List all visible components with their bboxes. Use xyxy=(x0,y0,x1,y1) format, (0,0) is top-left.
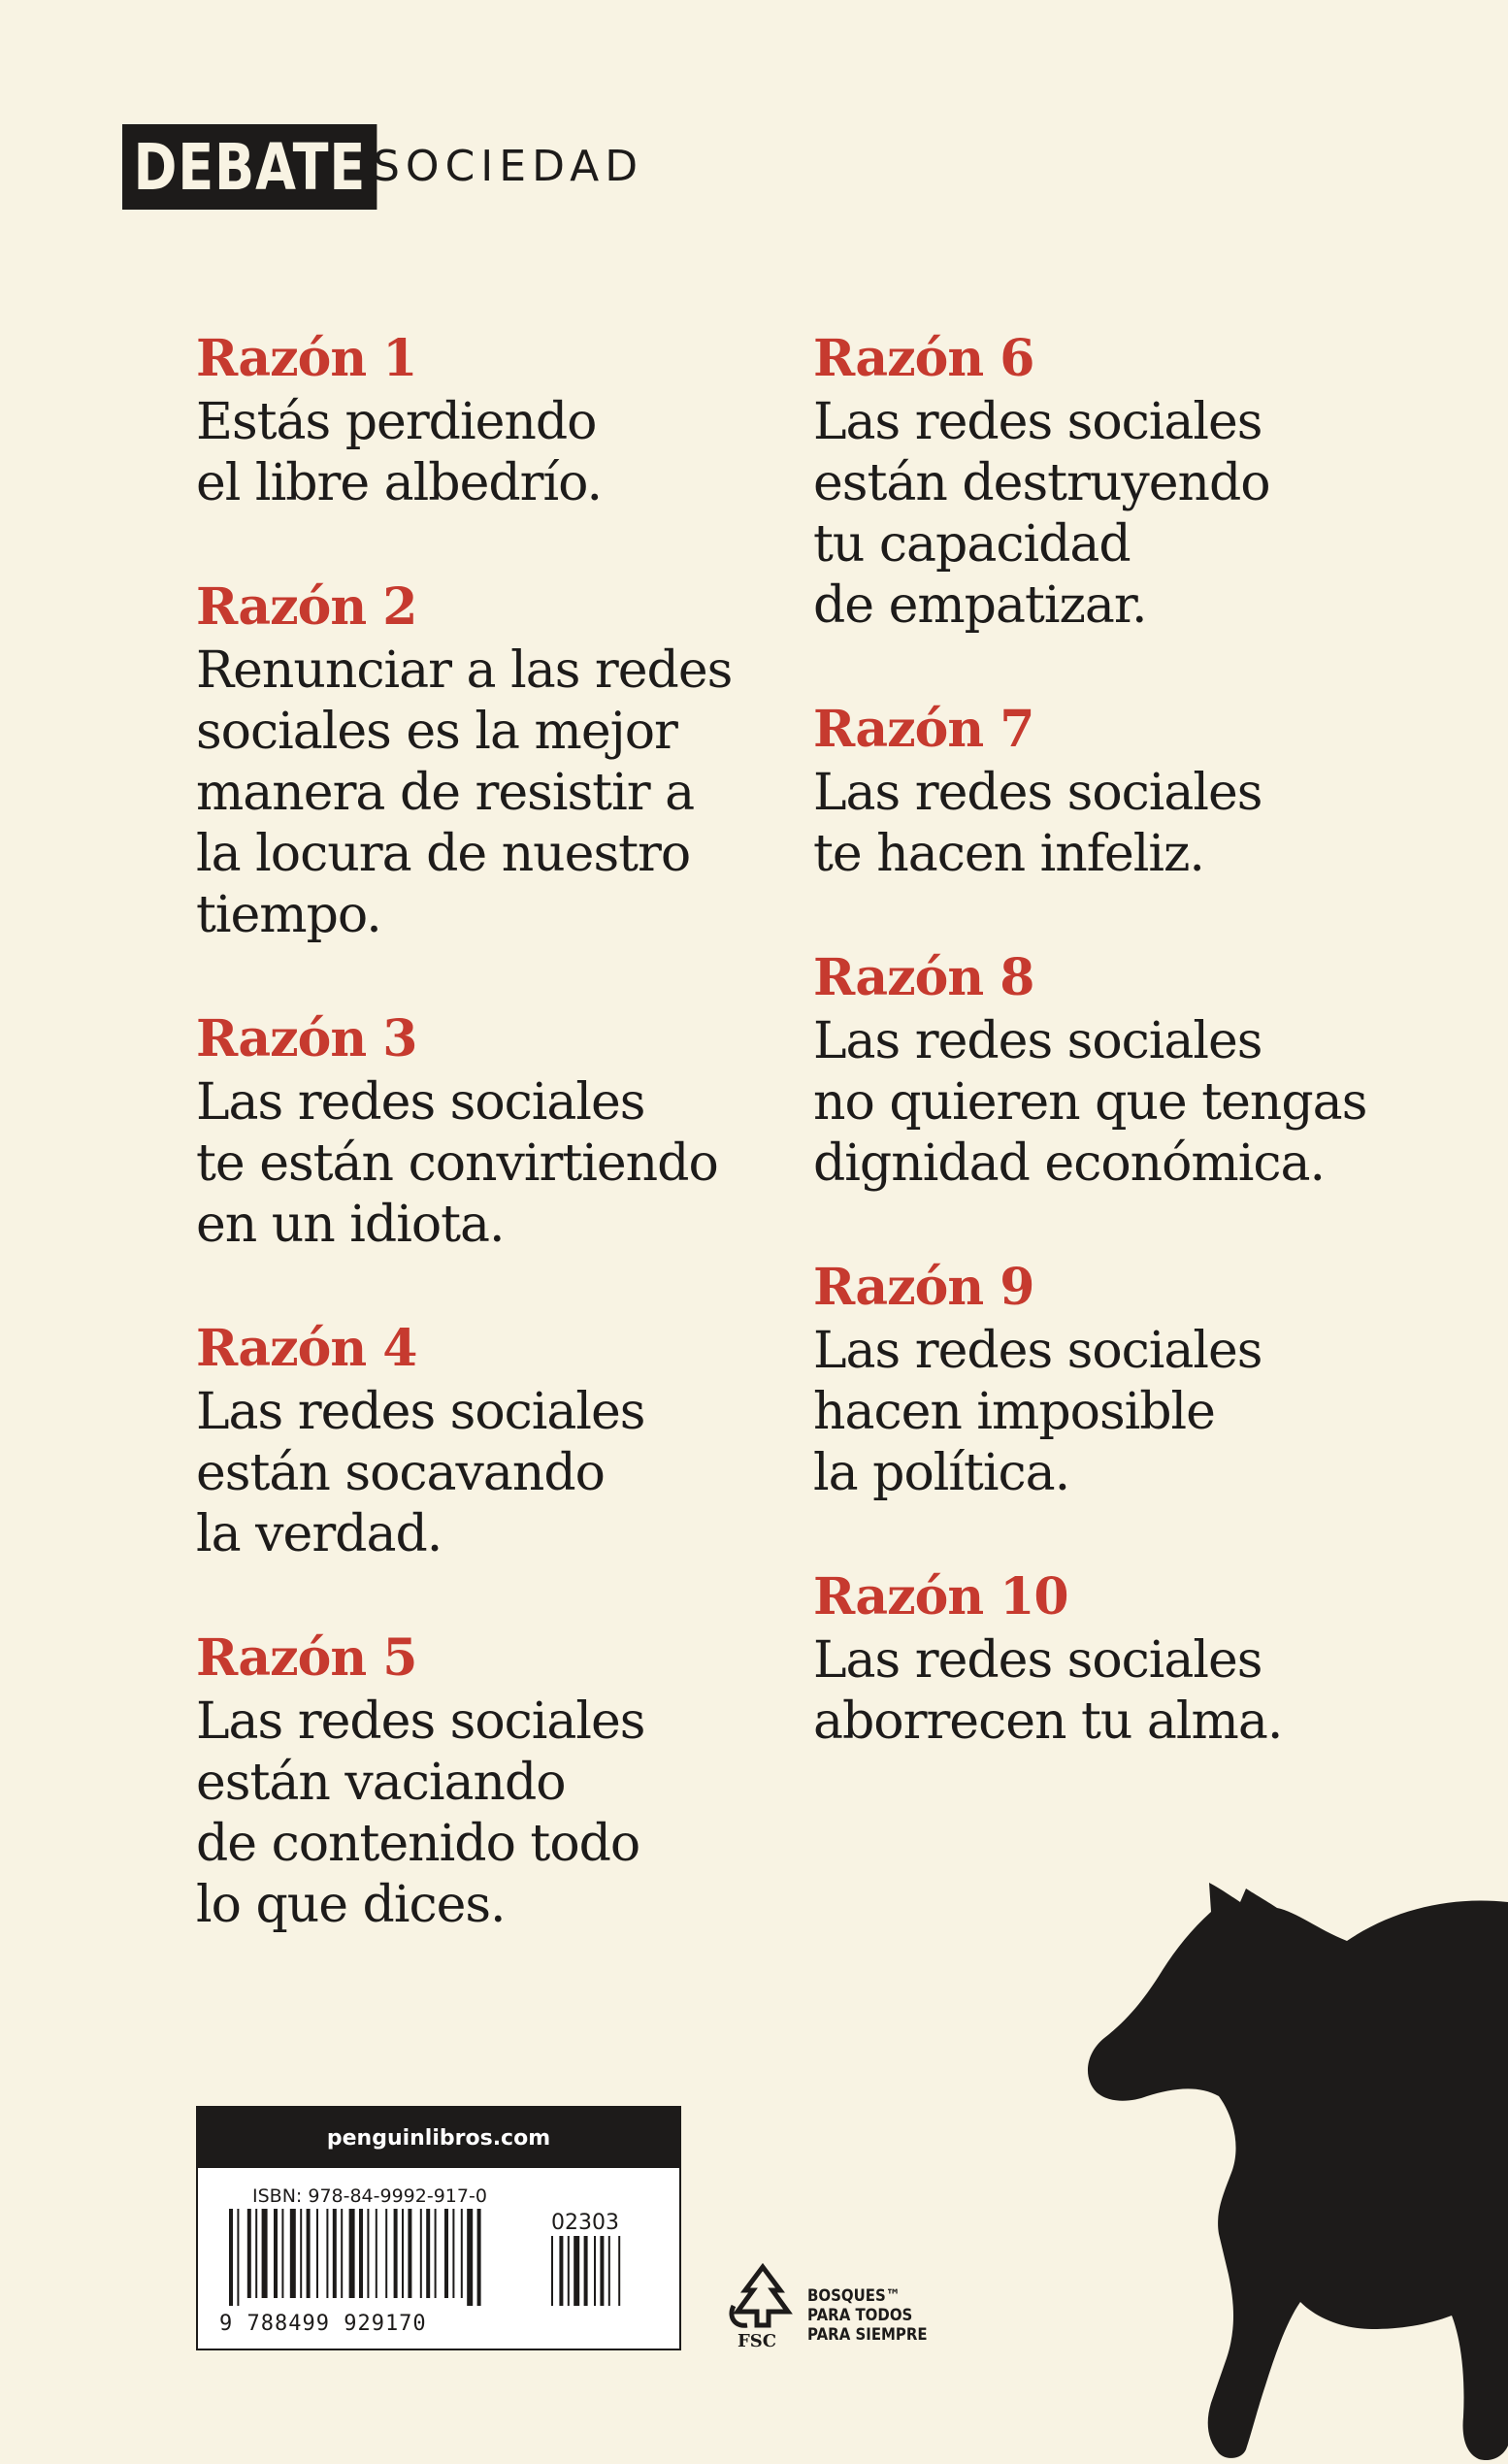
reason-text-line: te están convirtiendo xyxy=(196,1134,718,1193)
reason-4 xyxy=(196,1316,817,1565)
reason-text-line: Las redes sociales xyxy=(196,1692,645,1751)
reason-10 xyxy=(813,1564,1434,1753)
barcode-bar xyxy=(255,2209,257,2298)
reason-title: Razón 8 xyxy=(813,948,1034,1007)
barcode-bar xyxy=(467,2209,473,2306)
reason-text-line: Las redes sociales xyxy=(196,1383,645,1441)
reason-title: Razón 7 xyxy=(813,700,1034,759)
reason-text-line: tu capacidad xyxy=(813,515,1131,574)
reason-title: Razón 9 xyxy=(813,1258,1034,1317)
barcode-bar xyxy=(461,2209,463,2298)
reason-9 xyxy=(813,1255,1434,1504)
barcode-bar xyxy=(477,2209,481,2306)
barcode-bar xyxy=(281,2209,283,2298)
barcode-bar xyxy=(300,2209,302,2298)
barcode-bar xyxy=(229,2209,233,2306)
fsc-tagline-line: PARA TODOS xyxy=(807,2306,913,2325)
reason-title: Razón 6 xyxy=(813,329,1034,388)
reason-text-line: Estás perdiendo xyxy=(196,393,597,451)
barcode-bar xyxy=(333,2209,337,2298)
reason-text-line: la política. xyxy=(813,1444,1070,1502)
barcode-bar xyxy=(237,2209,239,2306)
reason-text-line: Las redes sociales xyxy=(813,764,1262,822)
reason-8 xyxy=(813,945,1434,1195)
barcode-addon-bar xyxy=(618,2236,620,2306)
barcode-addon-bar xyxy=(574,2236,579,2306)
barcode-addon-bar xyxy=(584,2236,588,2306)
reason-text-line: Las redes sociales xyxy=(813,1631,1262,1690)
reason-text-line: el libre albedrío. xyxy=(196,454,603,512)
reason-text-line: tiempo. xyxy=(196,886,381,944)
reason-text-line: Las redes sociales xyxy=(813,1322,1262,1380)
barcode-bar xyxy=(349,2209,355,2298)
barcode-bar xyxy=(444,2209,448,2298)
barcode-bar xyxy=(385,2209,387,2298)
reason-text-line: hacen imposible xyxy=(813,1383,1215,1441)
barcode-bar xyxy=(420,2209,422,2298)
barcode-digits: 9 788499 929170 xyxy=(219,2312,427,2336)
barcode-image xyxy=(225,2209,662,2310)
barcode-bar xyxy=(452,2209,454,2298)
reason-title: Razón 5 xyxy=(196,1628,417,1688)
barcode-bar xyxy=(341,2209,343,2298)
reason-6 xyxy=(813,326,1434,637)
publisher-name: DEBATE xyxy=(122,124,377,210)
fsc-tagline-line: BOSQUES™ xyxy=(807,2286,901,2306)
barcode-addon-bar xyxy=(559,2236,563,2306)
price-code: 02303 xyxy=(551,2211,619,2235)
reasons-right-column xyxy=(813,326,1434,1813)
publisher-logo xyxy=(122,124,644,210)
barcode-bar xyxy=(274,2209,278,2298)
barcode-card xyxy=(196,2106,681,2350)
reason-title: Razón 10 xyxy=(813,1567,1068,1626)
fsc-tree-logo-icon xyxy=(724,2261,802,2333)
barcode-bar xyxy=(426,2209,430,2298)
reason-text-line: no quieren que tengas xyxy=(813,1073,1367,1132)
reason-5 xyxy=(196,1626,817,1936)
barcode-bar xyxy=(307,2209,311,2298)
barcode-bar xyxy=(326,2209,328,2298)
website-label: penguinlibros.com xyxy=(198,2108,679,2168)
barcode-bar xyxy=(394,2209,398,2298)
barcode-bar xyxy=(262,2209,268,2298)
reason-text-line: en un idiota. xyxy=(196,1196,505,1254)
reason-text-line: están socavando xyxy=(196,1444,605,1502)
barcode-bar xyxy=(367,2209,369,2298)
barcode-bar xyxy=(290,2209,296,2298)
reason-1 xyxy=(196,326,817,514)
isbn-label: ISBN: 978-84-9992-917-0 xyxy=(252,2185,487,2207)
reason-text-line: la locura de nuestro xyxy=(196,825,691,883)
reason-text-line: Las redes sociales xyxy=(196,1073,645,1132)
barcode-bar xyxy=(408,2209,411,2298)
barcode-addon-bar xyxy=(600,2236,604,2306)
barcode-bar xyxy=(402,2209,404,2298)
barcode-bar xyxy=(376,2209,377,2298)
reason-7 xyxy=(813,697,1434,885)
reasons-left-column xyxy=(196,326,817,1996)
barcode-bar xyxy=(435,2209,437,2298)
reason-title: Razón 3 xyxy=(196,1009,417,1068)
reason-text-line: lo que dices. xyxy=(196,1876,506,1934)
reason-text-line: Las redes sociales xyxy=(813,1012,1262,1070)
reason-title: Razón 2 xyxy=(196,577,417,637)
reason-text-line: aborrecen tu alma. xyxy=(813,1692,1283,1751)
barcode-addon-bar xyxy=(551,2236,553,2306)
reason-title: Razón 1 xyxy=(196,329,417,388)
reason-text-line: de contenido todo xyxy=(196,1815,640,1873)
collection-name: SOCIEDAD xyxy=(373,142,644,191)
reason-2 xyxy=(196,575,817,946)
barcode-addon-bar xyxy=(568,2236,570,2306)
fsc-tagline xyxy=(807,2286,928,2345)
barcode-addon-bar xyxy=(608,2236,610,2306)
barcode-bar xyxy=(247,2209,251,2298)
reason-text-line: dignidad económica. xyxy=(813,1134,1326,1193)
fsc-tagline-line: PARA SIEMPRE xyxy=(807,2325,928,2345)
barcode-bar xyxy=(316,2209,318,2298)
reason-text-line: Las redes sociales xyxy=(813,393,1262,451)
reason-text-line: te hacen infeliz. xyxy=(813,825,1204,883)
fsc-label: FSC xyxy=(738,2331,777,2351)
reason-3 xyxy=(196,1006,817,1256)
reason-text-line: están vaciando xyxy=(196,1754,566,1812)
reason-text-line: la verdad. xyxy=(196,1505,443,1563)
reason-text-line: de empatizar. xyxy=(813,576,1147,635)
reason-text-line: manera de resistir a xyxy=(196,764,695,822)
reason-text-line: Renunciar a las redes xyxy=(196,641,733,700)
barcode-addon-bar xyxy=(594,2236,596,2306)
barcode-bar xyxy=(359,2209,363,2298)
reason-text-line: sociales es la mejor xyxy=(196,703,677,761)
reason-text-line: están destruyendo xyxy=(813,454,1270,512)
reason-title: Razón 4 xyxy=(196,1319,417,1378)
cat-silhouette-icon xyxy=(1027,1873,1508,2464)
